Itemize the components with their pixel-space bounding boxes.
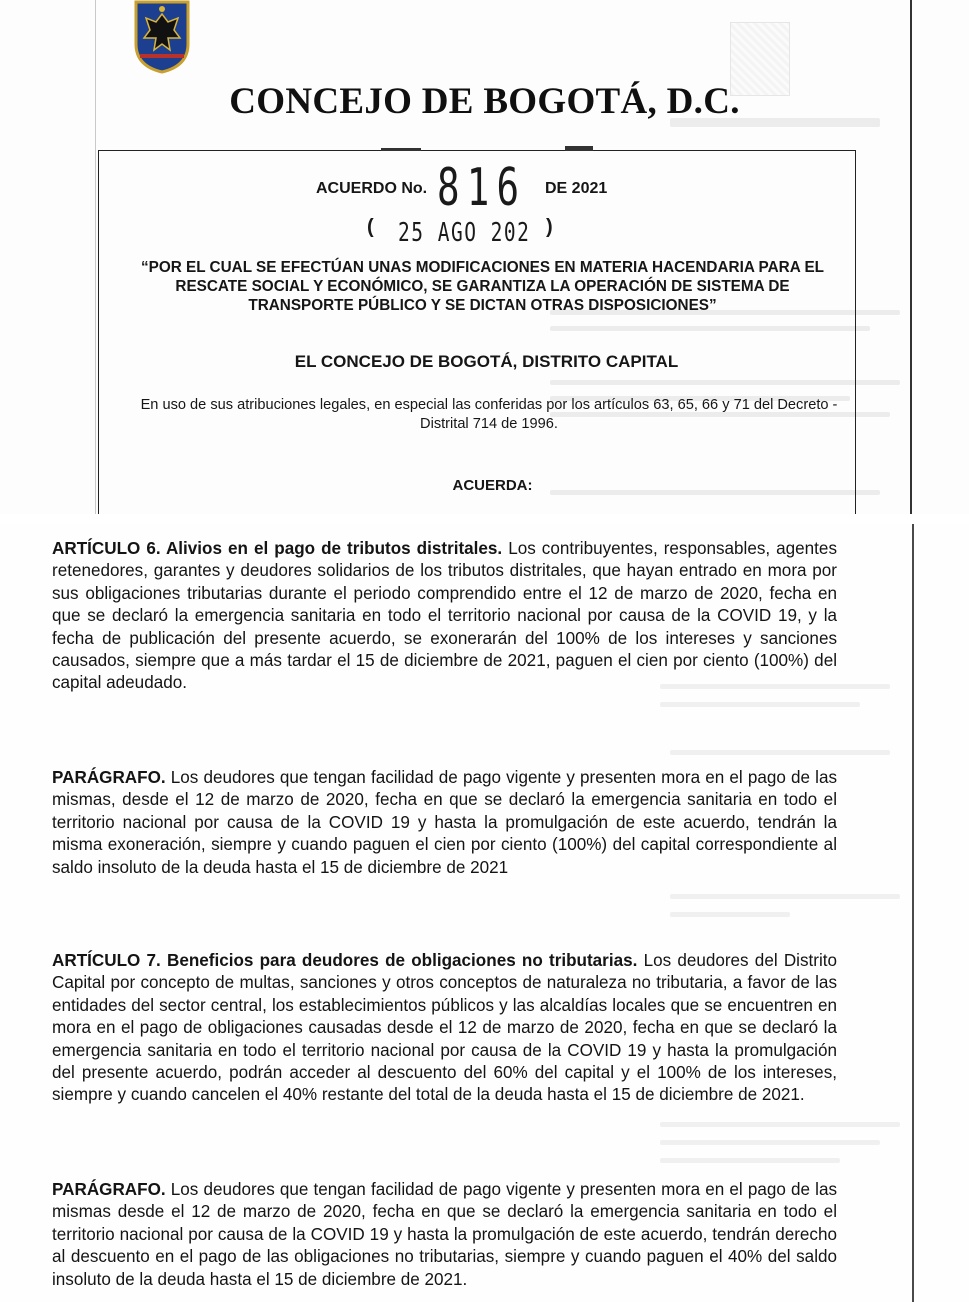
article-7-body: Los deudores del Distrito Capital por concepto de multas, sanciones y otros conceptos de naturaleza no tributaria, a favor de las entidades del sector central, los establecimientos públicos y las alcaldías locales que se encuentren en mora en el pago de obligaciones causadas desde el 12 de marzo de 2020, fecha en que se declaró la emergencia sanitaria en todo el territorio nacional por causa de la COVID 19 y hasta la promulgación del presente acuerdo, podrán acceder al descuento del 60% del capital y el 100% de los intereses, siempre y cuando cancelen el 40% restante del total de la deuda hasta el 15 de diciembre de 2021. [52,951,838,1105]
articles-scan [0,524,969,1302]
paragraph-heading: PARÁGRAFO. [52,1180,166,1199]
bogota-coat-of-arms-icon [132,0,192,74]
agreement-subject: “POR EL CUAL SE EFECTÚAN UNAS MODIFICACIONES EN MATERIA HACENDARIA PARA EL RESCATE SOCIAL Y ECONÓMICO, SE GARANTIZA LA OPERACIÓN DE SISTEMA DE TRANSPORTE PÚBLICO Y SE DICTAN OTRAS DISPOSICIONES” [140,259,824,314]
article-6-body: Los contribuyentes, responsables, agentes retenedores, garantes y deudores solidarios de los tributos distritales, que hayan entrado en mora por sus obligaciones tributarias durante el periodo comprendido entre el 12 de marzo de 2020, fecha en que se declaró la emergencia sanitaria en todo el territorio nacional por causa de la COVID 19, y la fecha de publicación del presente acuerdo, se exonerarán del 100% de los intereses y sanciones causados, siempre que a más tardar el 15 de diciembre de 2021, paguen el cien por ciento (100%) del capital adeudado. [52,539,837,693]
open-paren: ( [367,216,374,238]
paragraph-heading: PARÁGRAFO. [52,768,166,787]
agreement-number: 816 [437,158,527,218]
agreement-number-line [0,158,969,218]
page-edge [910,0,912,514]
legal-authority: En uso de sus atribuciones legales, en especial las conferidas por los artículos 63, 65, 66 y 71 del Decreto -Distrital 714 de 1996. [140,397,838,432]
paragraph-article-6 [52,767,837,879]
paragraph-body: Los deudores que tengan facilidad de pago vigente y presenten mora en el pago de las mismas desde el 12 de marzo de 2020, fecha en que se declaró la emergencia sanitaria en todo el territorio nacional por causa de la COVID 19 y hasta la promulgación de este acuerdo, tendrán derecho al descuento en el pago de las obligaciones no tributarias, siempre y cuando paguen el 40% del saldo insoluto de la deuda hasta el 15 de diciembre de 2021. [52,1180,837,1289]
article-6-heading: ARTÍCULO 6. Alivios en el pago de tributos distritales. [52,539,503,558]
page-edge [95,0,96,514]
close-paren: ) [546,216,553,238]
date-stamp: 25 AGO 202 [398,218,531,248]
agreement-label: ACUERDO No. [316,180,428,197]
date-stamp-line [0,212,969,252]
article-6 [52,538,837,695]
page-edge [912,524,914,1302]
header-scan [0,0,969,514]
article-7-heading: ARTÍCULO 7. Beneficios para deudores de obligaciones no tributarias. [52,951,638,970]
agreement-year: DE 2021 [545,180,608,197]
paragraph-body: Los deudores que tengan facilidad de pago vigente y presenten mora en el pago de las mismas, desde el 12 de marzo de 2020, fecha en que se declaró la emergencia sanitaria en todo el territorio nacional por causa de la COVID 19 y hasta la promulgación de este acuerdo, tendrán la misma exoneración, siempre y cuando paguen el cien por ciento (100%) del capital correspondiente al saldo insoluto de la deuda hasta el 15 de diciembre de 2021 [52,768,837,877]
section-separator [0,514,969,524]
acuerda-label: ACUERDA: [452,477,533,494]
document-title: CONCEJO DE BOGOTÁ, D.C. [229,81,740,122]
paragraph-article-7 [52,1179,837,1291]
article-7 [52,950,837,1107]
issuer: EL CONCEJO DE BOGOTÁ, DISTRITO CAPITAL [294,352,679,371]
